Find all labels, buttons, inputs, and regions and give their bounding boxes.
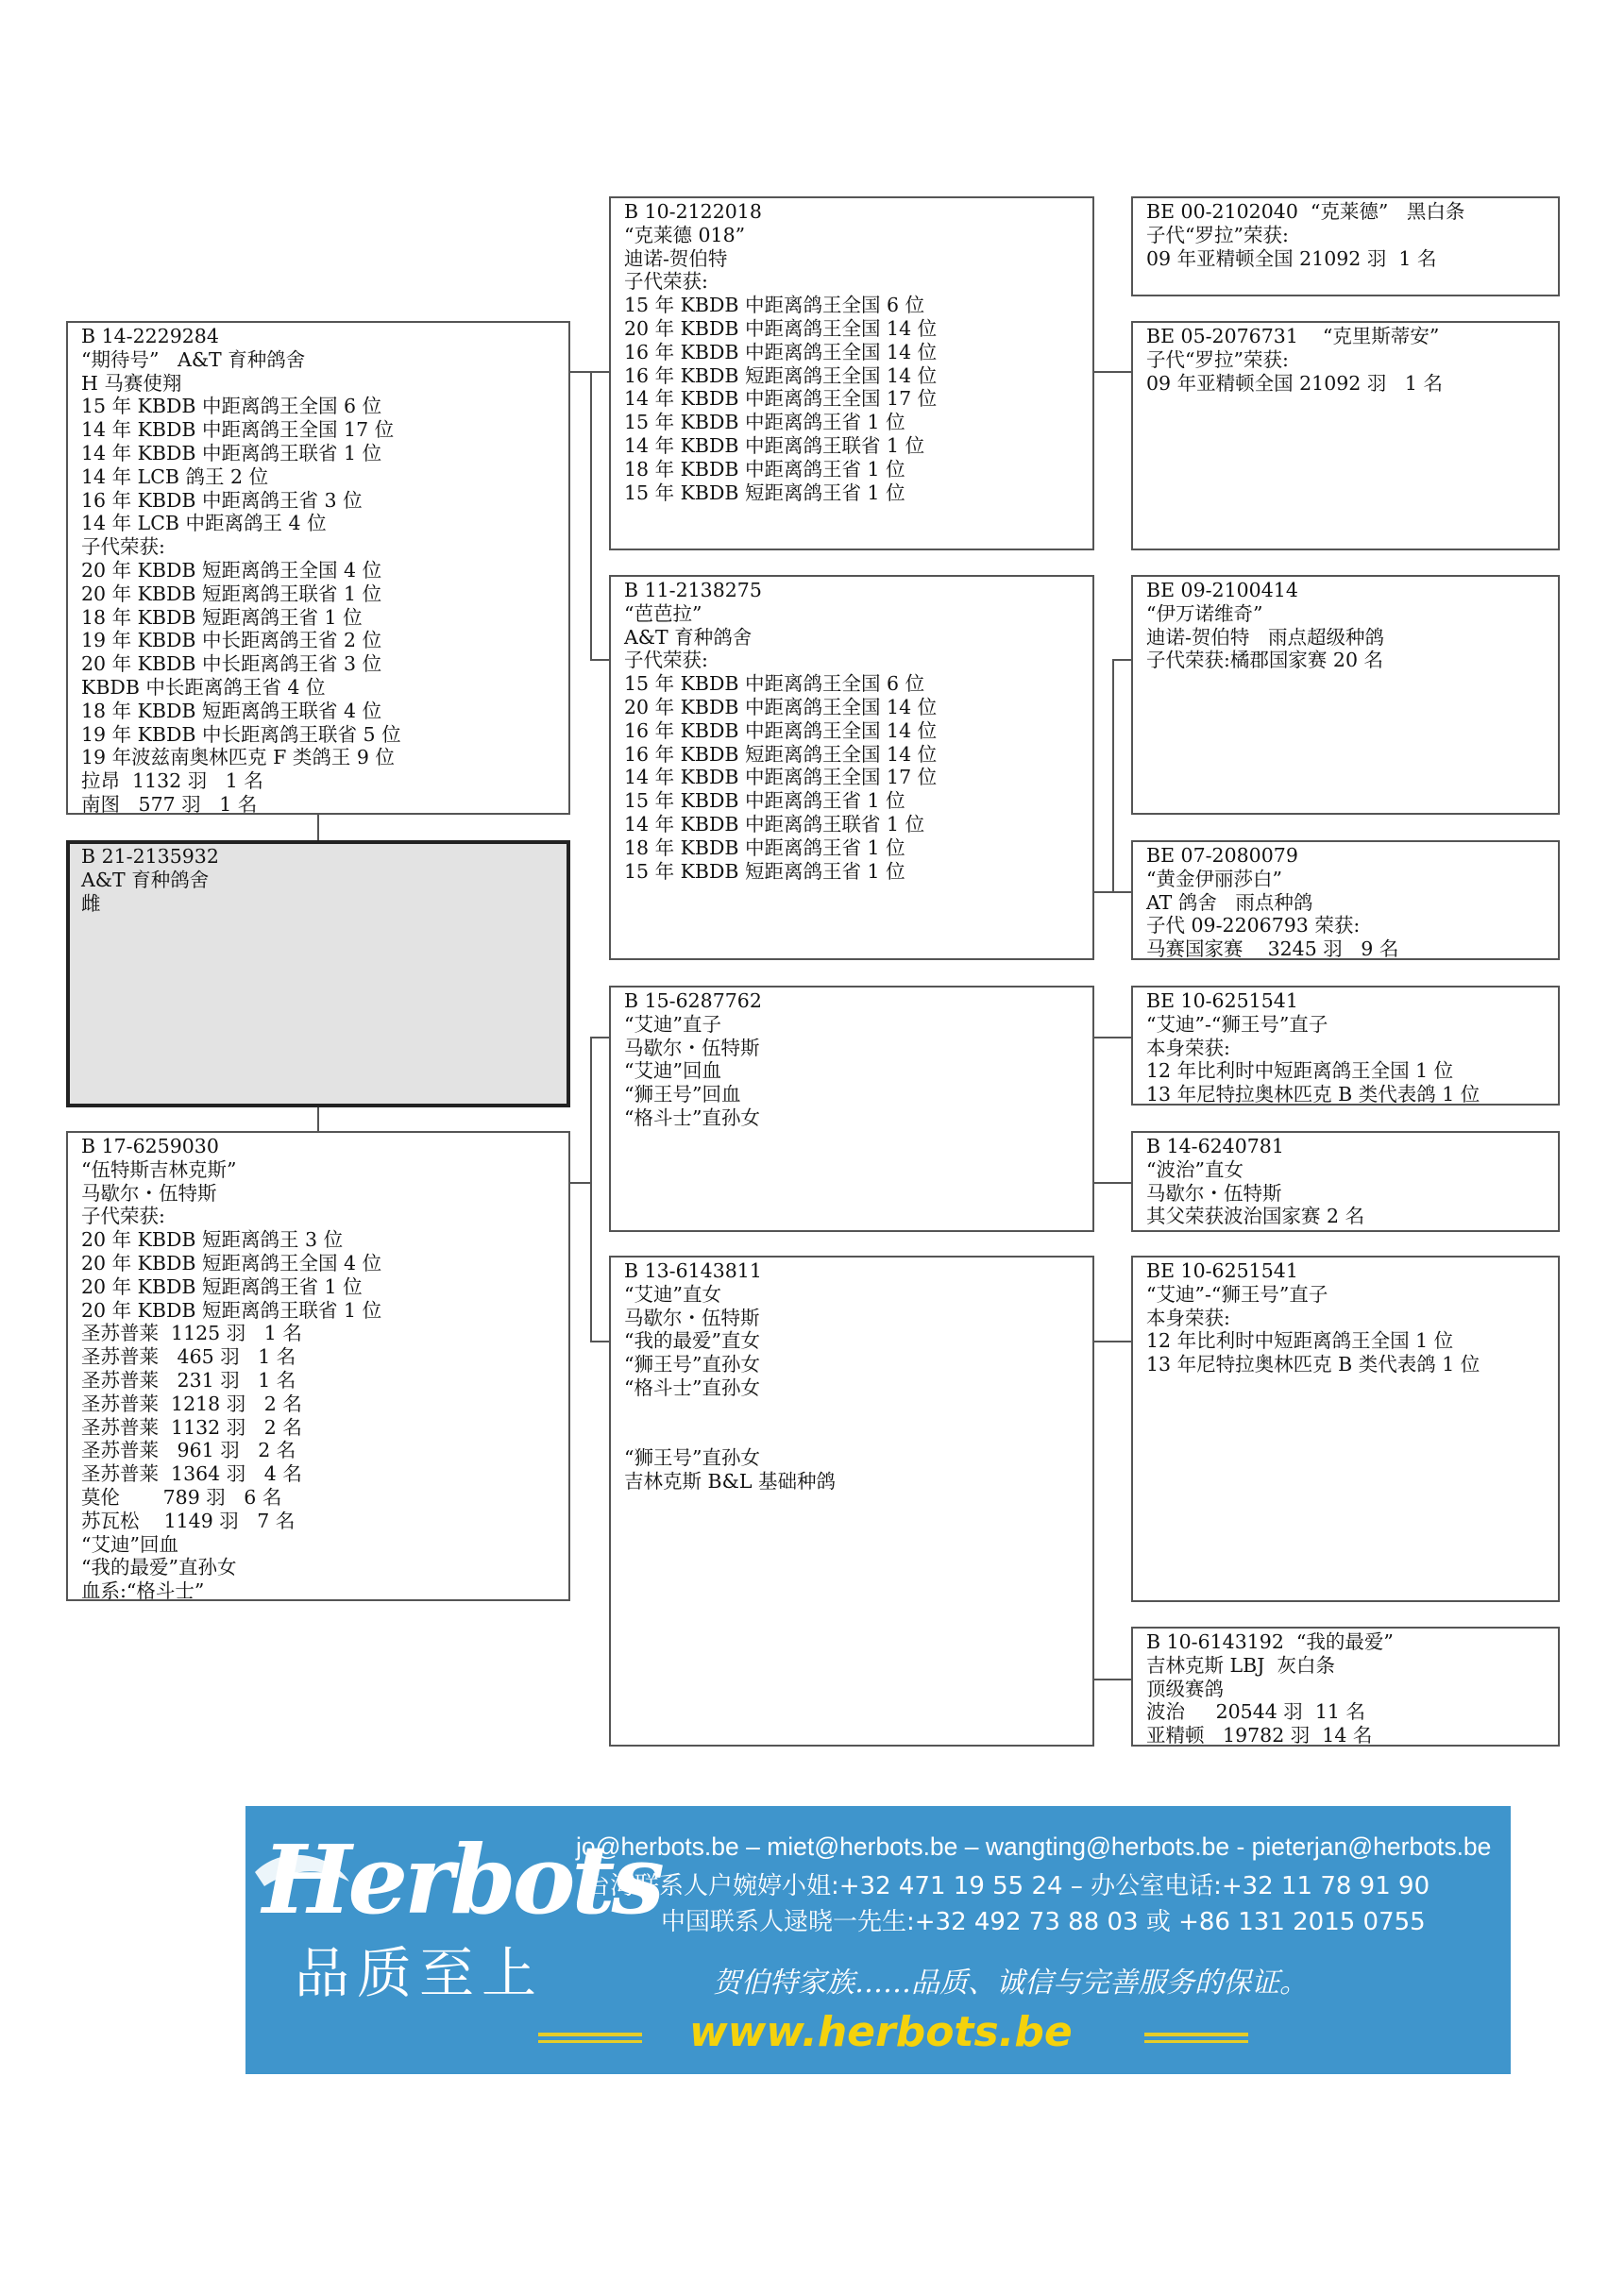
pedigree-line: 圣苏普莱 1364 羽 4 名 — [81, 1462, 302, 1486]
pedigree-line: 15 年 KBDB 中距离鸽王全国 6 位 — [624, 294, 925, 317]
pedigree-line: 15 年 KBDB 短距离鸽王省 1 位 — [624, 859, 905, 883]
herbots-logo: Herbots — [262, 1824, 661, 1935]
motto-text: 贺伯特家族……品质、诚信与完善服务的保证。 — [713, 1967, 1308, 2000]
pedigree-line: A&T 育种鸽舍 — [81, 868, 210, 891]
taiwan-contact: 台湾联系人户婉婷小姐:+32 471 19 55 24 – 办公室电话:+32 11 78 91 90 — [585, 1872, 1430, 1900]
pedigree-line: “克莱德 018” — [624, 223, 746, 246]
pedigree-line: 马歇尔・伍特斯 — [624, 1036, 760, 1059]
pedigree-line: “我的最爱”直女 — [624, 1329, 760, 1353]
sire-dam-dam-card — [1131, 840, 1560, 960]
connector-line — [570, 371, 591, 373]
pedigree-line: “艾迪”回血 — [624, 1059, 721, 1083]
pedigree-line: 19 年 KBDB 中长距离鸽王联省 5 位 — [81, 722, 401, 746]
divider — [538, 2033, 642, 2036]
pedigree-line: 马歇尔・伍特斯 — [81, 1181, 217, 1205]
pedigree-line: 迪诺-贺伯特 — [624, 246, 728, 270]
connector-line — [1094, 1182, 1131, 1184]
ring-number: BE 09-2100414 — [1146, 579, 1298, 601]
pedigree-line: 马歇尔・伍特斯 — [624, 1306, 760, 1329]
pedigree-line — [624, 1400, 1079, 1424]
pedigree-line: 14 年 LCB 中距离鸽王 4 位 — [81, 512, 327, 535]
connector-line — [1112, 659, 1131, 661]
slogan-text: 品质至上 — [295, 1941, 545, 2005]
connector-line — [570, 1182, 591, 1184]
pedigree-line: 20 年 KBDB 短距离鸽王全国 4 位 — [81, 558, 382, 582]
pedigree-line: 本身荣获: — [1146, 1306, 1230, 1329]
ring-number: B 14-6240781 — [1146, 1135, 1284, 1157]
ring-number: B 21-2135932 — [81, 845, 219, 868]
pedigree-line: 血系:“格斗士” — [81, 1579, 205, 1601]
pedigree-line: 圣苏普莱 231 羽 1 名 — [81, 1368, 296, 1392]
connector-line — [1094, 1341, 1131, 1342]
pedigree-line: 子代荣获:橘郡国家赛 20 名 — [1146, 649, 1384, 672]
sire-sire-card — [609, 196, 1094, 550]
connector-line — [317, 815, 319, 840]
ring-number: BE 10-6251541 — [1146, 1259, 1298, 1282]
pedigree-line: 14 年 KBDB 中距离鸽王联省 1 位 — [624, 433, 925, 457]
pedigree-line: “狮王号”回血 — [624, 1083, 741, 1106]
ring-number: BE 07-2080079 — [1146, 844, 1298, 867]
dam-card — [66, 1131, 570, 1601]
pedigree-line: 迪诺-贺伯特 雨点超级种鸽 — [1146, 625, 1384, 649]
pedigree-line: 子代荣获: — [81, 535, 165, 559]
pedigree-line: 16 年 KBDB 中距离鸽王全国 14 位 — [624, 340, 938, 363]
pedigree-line: 圣苏普莱 961 羽 2 名 — [81, 1439, 296, 1462]
ring-number: B 13-6143811 — [624, 1259, 762, 1282]
connector-line — [590, 659, 609, 661]
pedigree-line: 马赛国家赛 3245 羽 9 名 — [1146, 937, 1399, 960]
pedigree-line: “格斗士”直孙女 — [624, 1376, 760, 1399]
pedigree-line: 圣苏普莱 1132 羽 2 名 — [81, 1415, 302, 1439]
connector-line — [1094, 371, 1131, 373]
pedigree-line: 18 年 KBDB 短距离鸽王省 1 位 — [81, 605, 363, 629]
connector-line — [1094, 891, 1113, 893]
pedigree-line: 本身荣获: — [1146, 1036, 1230, 1059]
pedigree-line: 15 年 KBDB 中距离鸽王省 1 位 — [624, 411, 905, 434]
connector-line — [590, 371, 609, 373]
divider — [1144, 2033, 1248, 2036]
pedigree-line: 16 年 KBDB 短距离鸽王全国 14 位 — [624, 363, 938, 387]
contact-emails[interactable]: jo@herbots.be – miet@herbots.be – wangting@herbots.be - pieterjan@herbots.be — [576, 1832, 1492, 1861]
connector-line — [1094, 1037, 1131, 1038]
ring-number: B 17-6259030 — [81, 1135, 219, 1157]
pedigree-line: 马歇尔・伍特斯 — [1146, 1181, 1282, 1205]
pedigree-line: 波治 20544 羽 11 名 — [1146, 1700, 1365, 1724]
dam-dam-dam-card — [1131, 1627, 1560, 1747]
pedigree-line: 13 年尼特拉奥林匹克 B 类代表鸽 1 位 — [1146, 1353, 1480, 1376]
pedigree-line: 14 年 KBDB 中距离鸽王全国 17 位 — [624, 766, 938, 789]
connector-line — [590, 1037, 592, 1342]
pedigree-line: “伍特斯吉林克斯” — [81, 1157, 237, 1181]
pedigree-line: 15 年 KBDB 中距离鸽王全国 6 位 — [624, 672, 925, 696]
connector-line — [590, 1037, 609, 1038]
pedigree-line: 南图 577 羽 1 名 — [81, 792, 258, 815]
ring-number: BE 05-2076731 “克里斯蒂安” — [1146, 325, 1440, 347]
pedigree-line: 吉林克斯 B&L 基础种鸽 — [624, 1470, 836, 1494]
pedigree-line: 子代荣获: — [624, 270, 708, 294]
pedigree-line: 子代“罗拉”荣获: — [1146, 347, 1289, 371]
pedigree-line: “芭芭拉” — [624, 601, 702, 625]
pedigree-line: 圣苏普莱 465 羽 1 名 — [81, 1345, 296, 1369]
pedigree-line: 20 年 KBDB 短距离鸽王联省 1 位 — [81, 582, 382, 605]
pedigree-line: 18 年 KBDB 短距离鸽王联省 4 位 — [81, 699, 382, 722]
pedigree-line — [624, 1424, 1079, 1447]
pedigree-line: 09 年亚精顿全国 21092 羽 1 名 — [1146, 246, 1437, 270]
sire-dam-sire-card — [1131, 575, 1560, 815]
pedigree-line: 20 年 KBDB 短距离鸽王联省 1 位 — [81, 1298, 382, 1322]
subject-card — [66, 840, 570, 1107]
connector-line — [1094, 1679, 1131, 1680]
china-contact: 中国联系人逯晓一先生:+32 492 73 88 03 或 +86 131 2015 0755 — [661, 1908, 1426, 1936]
sire-sire-dam-card — [1131, 321, 1560, 550]
pedigree-line: 子代荣获: — [81, 1205, 165, 1228]
pedigree-line: “格斗士”直孙女 — [624, 1106, 760, 1129]
pedigree-line: 09 年亚精顿全国 21092 羽 1 名 — [1146, 371, 1443, 395]
pedigree-line: H 马赛使翔 — [81, 371, 182, 395]
pedigree-line: 16 年 KBDB 短距离鸽王全国 14 位 — [624, 742, 938, 766]
pedigree-line: 14 年 KBDB 中距离鸽王联省 1 位 — [81, 441, 382, 464]
pedigree-line: “狮王号”直孙女 — [624, 1353, 760, 1376]
pedigree-line: 19 年 KBDB 中长距离鸽王省 2 位 — [81, 629, 382, 652]
ring-number: BE 10-6251541 — [1146, 989, 1298, 1012]
pedigree-line: “伊万诺维奇” — [1146, 601, 1263, 625]
pedigree-line: 子代荣获: — [624, 649, 708, 672]
pedigree-line: 圣苏普莱 1218 羽 2 名 — [81, 1392, 302, 1415]
ring-number: B 10-2122018 — [624, 200, 762, 223]
pedigree-line: 12 年比利时中短距离鸽王全国 1 位 — [1146, 1329, 1454, 1353]
dam-sire-card — [609, 986, 1094, 1232]
connector-line — [1112, 891, 1131, 893]
pedigree-line: 其父荣获波治国家赛 2 名 — [1146, 1205, 1365, 1228]
pedigree-line: 20 年 KBDB 中距离鸽王全国 14 位 — [624, 695, 938, 718]
pedigree-line: 20 年 KBDB 短距离鸽王 3 位 — [81, 1228, 344, 1252]
pedigree-line: 14 年 LCB 鸽王 2 位 — [81, 464, 269, 488]
pedigree-line: 15 年 KBDB 中距离鸽王全国 6 位 — [81, 395, 382, 418]
ring-number: B 11-2138275 — [624, 579, 762, 601]
divider — [1144, 2040, 1248, 2043]
pedigree-line: 吉林克斯 LBJ 灰白条 — [1146, 1653, 1335, 1677]
sire-dam-card — [609, 575, 1094, 960]
pedigree-line: “艾迪”回血 — [81, 1532, 178, 1556]
dam-dam-sire-card — [1131, 1256, 1560, 1602]
pedigree-line: 20 年 KBDB 短距离鸽王全国 4 位 — [81, 1251, 382, 1275]
pedigree-line: “波治”直女 — [1146, 1157, 1243, 1181]
pedigree-line: 15 年 KBDB 短距离鸽王省 1 位 — [624, 481, 905, 504]
sire-sire-sire-card — [1131, 196, 1560, 296]
pedigree-line: 20 年 KBDB 短距离鸽王省 1 位 — [81, 1275, 363, 1298]
ring-number: BE 00-2102040 “克莱德” 黑白条 — [1146, 200, 1465, 223]
pedigree-line: “期待号” A&T 育种鸽舍 — [81, 347, 306, 371]
pedigree-line: 子代 09-2206793 荣获: — [1146, 914, 1361, 937]
pedigree-line: 苏瓦松 1149 羽 7 名 — [81, 1509, 296, 1532]
sire-card — [66, 321, 570, 815]
pedigree-line: 12 年比利时中短距离鸽王全国 1 位 — [1146, 1059, 1454, 1083]
website-link[interactable]: www.herbots.be — [689, 2008, 1073, 2056]
pedigree-line: 16 年 KBDB 中距离鸽王全国 14 位 — [624, 718, 938, 742]
pedigree-line: 14 年 KBDB 中距离鸽王联省 1 位 — [624, 812, 925, 836]
ring-number: B 15-6287762 — [624, 989, 762, 1012]
pedigree-line: 18 年 KBDB 中距离鸽王省 1 位 — [624, 836, 905, 859]
pedigree-line: “我的最爱”直孙女 — [81, 1556, 237, 1579]
divider — [538, 2040, 642, 2043]
pedigree-line: “黄金伊丽莎白” — [1146, 867, 1282, 890]
pedigree-line: A&T 育种鸽舍 — [624, 625, 753, 649]
pedigree-line: “艾迪”-“狮王号”直子 — [1146, 1012, 1328, 1036]
pedigree-line: 14 年 KBDB 中距离鸽王全国 17 位 — [81, 418, 395, 442]
dam-dam-card — [609, 1256, 1094, 1747]
pedigree-line: 20 年 KBDB 中长距离鸽王省 3 位 — [81, 652, 382, 676]
pedigree-line: “艾迪”-“狮王号”直子 — [1146, 1282, 1328, 1306]
connector-line — [590, 371, 592, 660]
ring-number: B 14-2229284 — [81, 325, 219, 347]
pedigree-line: 圣苏普莱 1125 羽 1 名 — [81, 1322, 302, 1345]
pedigree-line: 20 年 KBDB 中距离鸽王全国 14 位 — [624, 316, 938, 340]
pedigree-line: 19 年波兹南奥林匹克 F 类鸽王 9 位 — [81, 746, 395, 769]
dam-sire-sire-card — [1131, 986, 1560, 1106]
pedigree-line: 雌 — [81, 891, 101, 915]
herbots-banner — [245, 1806, 1511, 2074]
pedigree-line: 顶级赛鸽 — [1146, 1677, 1224, 1700]
pedigree-line: “狮王号”直孙女 — [624, 1446, 760, 1470]
pedigree-line: 15 年 KBDB 中距离鸽王省 1 位 — [624, 789, 905, 813]
pedigree-line: “艾迪”直女 — [624, 1282, 721, 1306]
pedigree-line: 16 年 KBDB 中距离鸽王省 3 位 — [81, 488, 363, 512]
pedigree-line: “艾迪”直子 — [624, 1012, 721, 1036]
pedigree-line: 子代“罗拉”荣获: — [1146, 223, 1289, 246]
connector-line — [317, 1107, 319, 1131]
pedigree-line: 18 年 KBDB 中距离鸽王省 1 位 — [624, 457, 905, 481]
connector-line — [1112, 659, 1114, 892]
pedigree-line: 13 年尼特拉奥林匹克 B 类代表鸽 1 位 — [1146, 1083, 1480, 1106]
ring-number: B 10-6143192 “我的最爱” — [1146, 1630, 1394, 1653]
pedigree-line: 亚精顿 19782 羽 14 名 — [1146, 1724, 1373, 1747]
pedigree-line: 拉昂 1132 羽 1 名 — [81, 769, 263, 793]
pedigree-line: KBDB 中长距离鸽王省 4 位 — [81, 675, 326, 699]
pedigree-line: 14 年 KBDB 中距离鸽王全国 17 位 — [624, 387, 938, 411]
dam-sire-dam-card — [1131, 1131, 1560, 1232]
pedigree-line: AT 鸽舍 雨点种鸽 — [1146, 890, 1313, 914]
pedigree-line: 莫伦 789 羽 6 名 — [81, 1485, 282, 1509]
connector-line — [590, 1341, 609, 1342]
